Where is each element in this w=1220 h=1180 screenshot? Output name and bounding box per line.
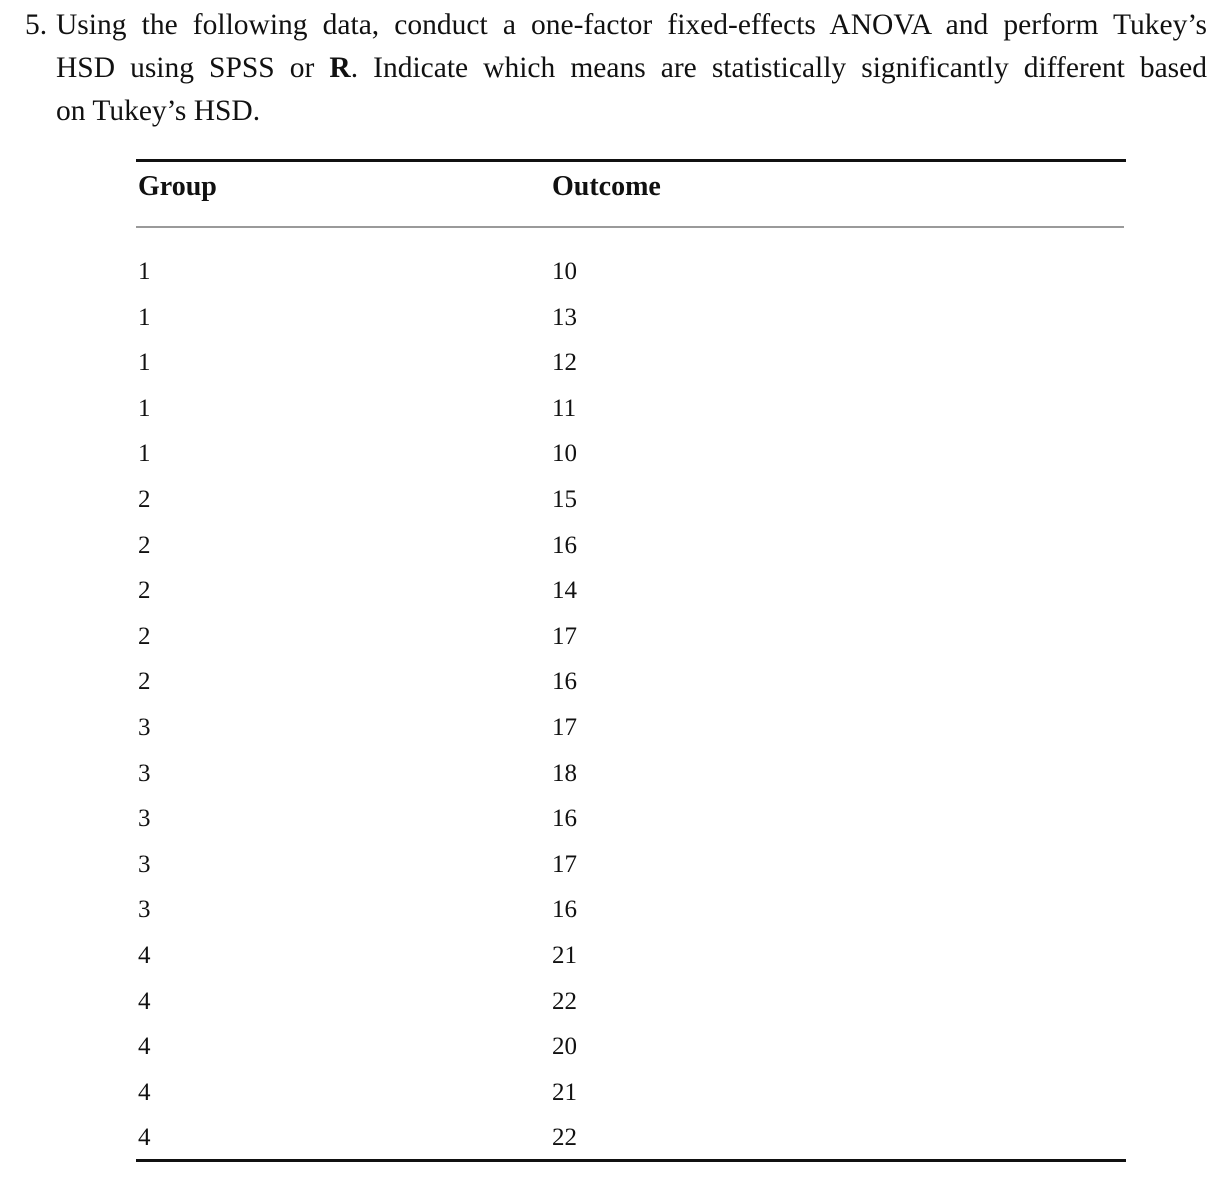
cell-outcome: 17 bbox=[552, 713, 577, 741]
table-row bbox=[136, 300, 1126, 346]
cell-outcome: 10 bbox=[552, 440, 577, 468]
cell-outcome: 17 bbox=[552, 622, 577, 650]
table-row bbox=[136, 710, 1126, 756]
cell-group: 3 bbox=[138, 896, 151, 924]
table-body bbox=[136, 254, 1126, 1166]
cell-group: 1 bbox=[138, 258, 151, 285]
cell-outcome: 16 bbox=[552, 896, 577, 924]
question-line-2-part-a: HSD using SPSS or bbox=[56, 52, 330, 84]
cell-group: 2 bbox=[138, 531, 151, 559]
table-row bbox=[136, 436, 1126, 482]
cell-group: 2 bbox=[138, 622, 151, 650]
cell-group: 3 bbox=[138, 805, 151, 833]
cell-group: 4 bbox=[138, 1124, 151, 1152]
cell-group: 2 bbox=[138, 577, 151, 605]
question-line-1 bbox=[25, 4, 1207, 47]
cell-outcome: 14 bbox=[552, 577, 577, 605]
cell-outcome: 13 bbox=[552, 303, 577, 331]
question-number: 5. bbox=[25, 9, 48, 41]
table-row bbox=[136, 345, 1126, 391]
table-row bbox=[136, 619, 1126, 665]
question-line-2 bbox=[25, 47, 1207, 90]
header-group: Group bbox=[138, 171, 217, 202]
question-text bbox=[25, 4, 1207, 133]
table-top-rule bbox=[136, 159, 1126, 162]
cell-outcome: 20 bbox=[552, 1033, 577, 1061]
cell-outcome: 18 bbox=[552, 759, 577, 787]
cell-outcome: 15 bbox=[552, 485, 577, 513]
table-header-rule bbox=[136, 226, 1124, 228]
cell-group: 1 bbox=[138, 303, 151, 331]
header-outcome: Outcome bbox=[552, 171, 661, 202]
table-row bbox=[136, 938, 1126, 984]
cell-outcome: 12 bbox=[552, 349, 577, 377]
table-row bbox=[136, 528, 1126, 574]
r-software-name: R bbox=[329, 52, 351, 84]
table-row bbox=[136, 892, 1126, 938]
cell-group: 4 bbox=[138, 941, 151, 969]
cell-group: 1 bbox=[138, 440, 151, 468]
question-line-3: on Tukey’s HSD. bbox=[56, 95, 261, 127]
table-row bbox=[136, 756, 1126, 802]
table-row bbox=[136, 984, 1126, 1030]
table-row bbox=[136, 254, 1126, 300]
cell-outcome: 16 bbox=[552, 531, 577, 559]
table-row bbox=[136, 801, 1126, 847]
cell-group: 1 bbox=[138, 394, 151, 422]
cell-outcome: 22 bbox=[552, 1124, 577, 1152]
table-row bbox=[136, 573, 1126, 619]
cell-group: 3 bbox=[138, 759, 151, 787]
table-row bbox=[136, 1029, 1126, 1075]
cell-group: 3 bbox=[138, 713, 151, 741]
cell-group: 2 bbox=[138, 668, 151, 696]
cell-outcome: 16 bbox=[552, 805, 577, 833]
table-bottom-rule bbox=[136, 1159, 1126, 1162]
cell-group: 3 bbox=[138, 850, 151, 878]
cell-outcome: 21 bbox=[552, 941, 577, 969]
table-row bbox=[136, 1075, 1126, 1121]
cell-outcome: 22 bbox=[552, 987, 577, 1015]
table-row bbox=[136, 391, 1126, 437]
table-row bbox=[136, 664, 1126, 710]
cell-outcome: 16 bbox=[552, 668, 577, 696]
cell-outcome: 10 bbox=[552, 258, 577, 285]
question-line-1-text: Using the following data, conduct a one-factor fixed-effects ANOVA and perform Tukey’s bbox=[56, 9, 1207, 41]
cell-outcome: 17 bbox=[552, 850, 577, 878]
cell-outcome: 21 bbox=[552, 1078, 577, 1106]
cell-group: 4 bbox=[138, 987, 151, 1015]
cell-group: 4 bbox=[138, 1078, 151, 1106]
cell-group: 4 bbox=[138, 1033, 151, 1061]
cell-group: 1 bbox=[138, 349, 151, 377]
question-line-2-part-c: . Indicate which means are statistically significantly different based bbox=[350, 52, 1208, 84]
table-row bbox=[136, 482, 1126, 528]
cell-outcome: 11 bbox=[552, 394, 577, 422]
table-row bbox=[136, 847, 1126, 893]
cell-group: 2 bbox=[138, 485, 151, 513]
